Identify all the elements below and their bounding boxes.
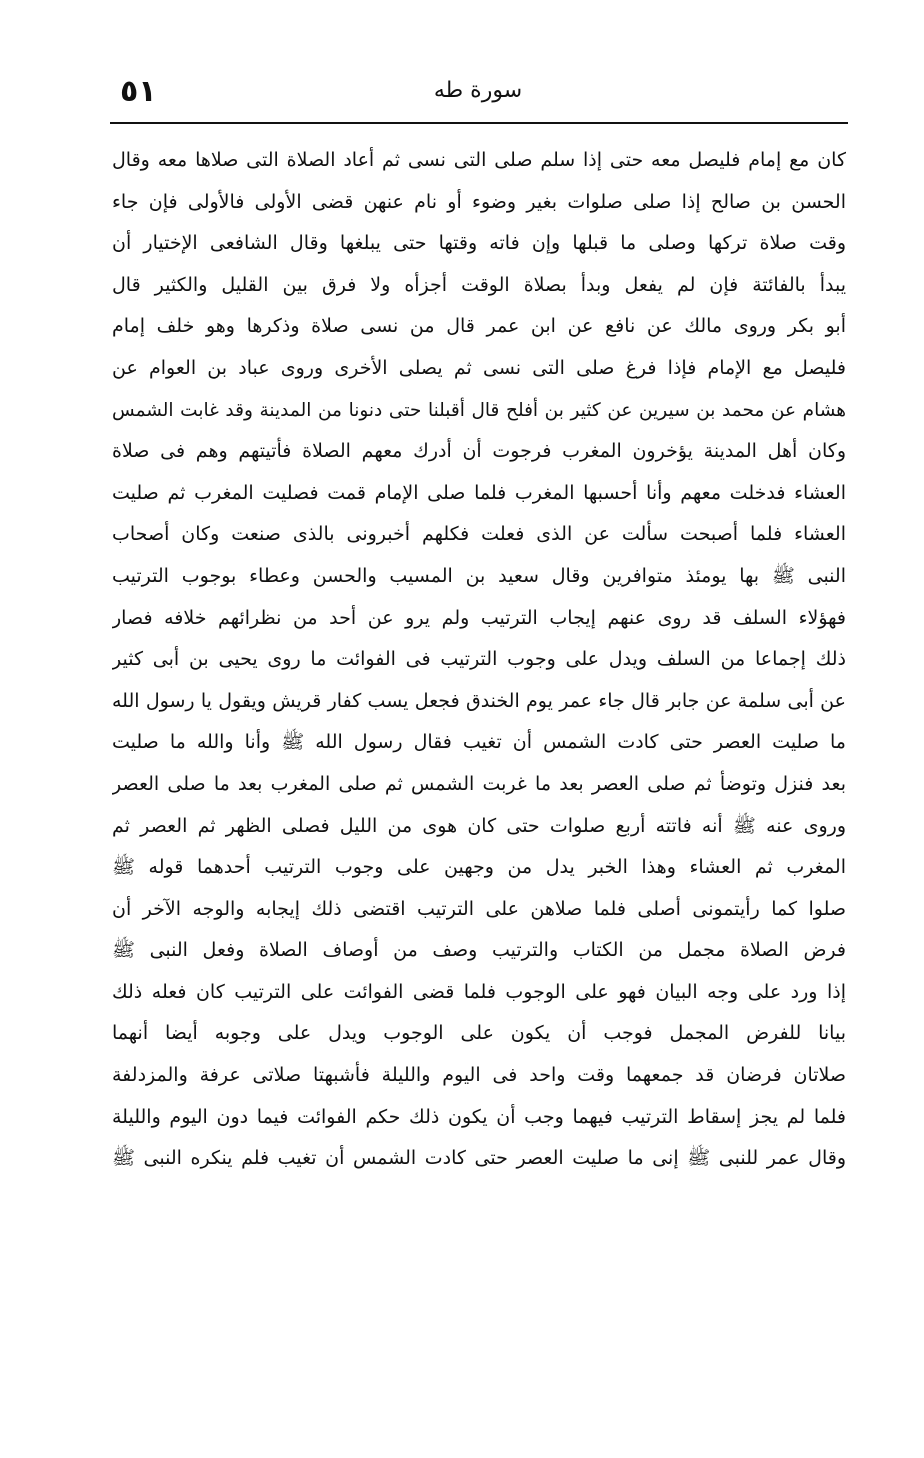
text-line: العشاء فدخلت معهم وأنا أحسبها المغرب فلما صلى الإمام قمت فصليت المغرب ثم صليت — [112, 481, 846, 504]
text-line: المغرب ثم العشاء وهذا الخبر يدل من وجهين على وجوب الترتيب أحدهما قوله ﷺ — [112, 856, 846, 879]
text-line: صلاتان فرضان قد جمعهما وقت واحد فى اليوم والليلة فأشبهتا صلاتى عرفة والمزدلفة — [112, 1064, 846, 1087]
text-line: فلما لم يجز إسقاط الترتيب فيهما وجب أن يكون ذلك حكم الفوائت فيما دون اليوم والليلة — [112, 1105, 846, 1128]
text-line: فهؤلاء السلف قد روى عنهم إيجاب الترتيب ولم يرو عن أحد من نظرائهم خلافه فصار — [112, 606, 846, 629]
text-line: العشاء فلما أصبحت سألت عن الذى فعلت فكلهم أخبرونى بالذى صنعت وكان أصحاب — [112, 523, 846, 546]
text-line: وقال عمر للنبى ﷺ إنى ما صليت العصر حتى كادت الشمس أن تغيب فلم ينكره النبى ﷺ — [112, 1147, 846, 1170]
header-divider — [110, 122, 848, 124]
page-header — [108, 70, 848, 116]
text-line: صلوا كما رأيتمونى أصلى فلما صلاهن على الترتيب اقتضى ذلك إيجابه والوجه الآخر أن — [112, 897, 846, 920]
text-line: عن أبى سلمة عن جابر قال جاء عمر يوم الخندق فجعل يسب كفار قريش ويقول يا رسول الله — [112, 689, 846, 712]
text-line: فرض الصلاة مجمل من الكتاب والترتيب وصف من أوصاف الصلاة وفعل النبى ﷺ — [112, 939, 846, 962]
text-line: وقت صلاة تركها وصلى ما قبلها وإن فاته وقتها حتى يبلغها وقال الشافعى الإختيار أن — [112, 232, 846, 255]
page-number: ٥١ — [120, 74, 157, 109]
text-line: وروى عنه ﷺ أنه فاتته أربع صلوات حتى كان هوى من الليل فصلى الظهر ثم العصر ثم — [112, 814, 846, 837]
text-line: بعد فنزل وتوضأ ثم صلى العصر بعد ما غربت الشمس ثم صلى المغرب بعد ما صلى العصر — [112, 772, 846, 795]
text-line: الحسن بن صالح إذا صلى صلوات بغير وضوء أو نام عنهن قضى الأولى فالأولى فإن جاء — [112, 190, 846, 213]
text-line: فليصل مع الإمام فإذا فرغ صلى التى نسى ثم يصلى الأخرى وروى عباد بن العوام عن — [112, 356, 846, 379]
text-line: النبى ﷺ بها يومئذ متوافرين وقال سعيد بن المسيب والحسن وعطاء بوجوب الترتيب — [112, 564, 846, 587]
text-line: كان مع إمام فليصل معه حتى إذا سلم صلى التى نسى ثم أعاد الصلاة التى صلاها معه وقال — [112, 149, 846, 171]
surah-title: سورة طه — [433, 78, 523, 103]
body-text — [112, 140, 846, 1180]
text-line: ما صليت العصر حتى كادت الشمس أن تغيب فقال رسول الله ﷺ وأنا والله ما صليت — [112, 731, 846, 754]
text-line: وكان أهل المدينة يؤخرون المغرب فرجوت أن أدرك معهم الصلاة فأتيتهم وهم فى صلاة — [112, 440, 846, 463]
text-line: أبو بكر وروى مالك عن نافع عن ابن عمر قال من نسى صلاة وذكرها وهو خلف إمام — [112, 315, 846, 338]
text-line: هشام عن محمد بن سيرين عن كثير بن أفلح قال أقبلنا حتى دنونا من المدينة وقد غابت الشمس — [112, 399, 846, 421]
text-line: إذا ورد على وجه البيان فهو على الوجوب فلما قضى الفوائت على الترتيب كان فعله ذلك — [112, 980, 846, 1003]
text-line: بيانا للفرض المجمل فوجب أن يكون على الوجوب ويدل على وجوبه أيضا أنهما — [112, 1022, 846, 1045]
text-line: يبدأ بالفائتة فإن لم يفعل وبدأ بصلاة الوقت أجزأه ولا فرق بين القليل والكثير قال — [112, 273, 846, 296]
text-line: ذلك إجماعا من السلف ويدل على وجوب الترتيب فى الفوائت ما روى يحيى بن أبى كثير — [112, 648, 846, 671]
